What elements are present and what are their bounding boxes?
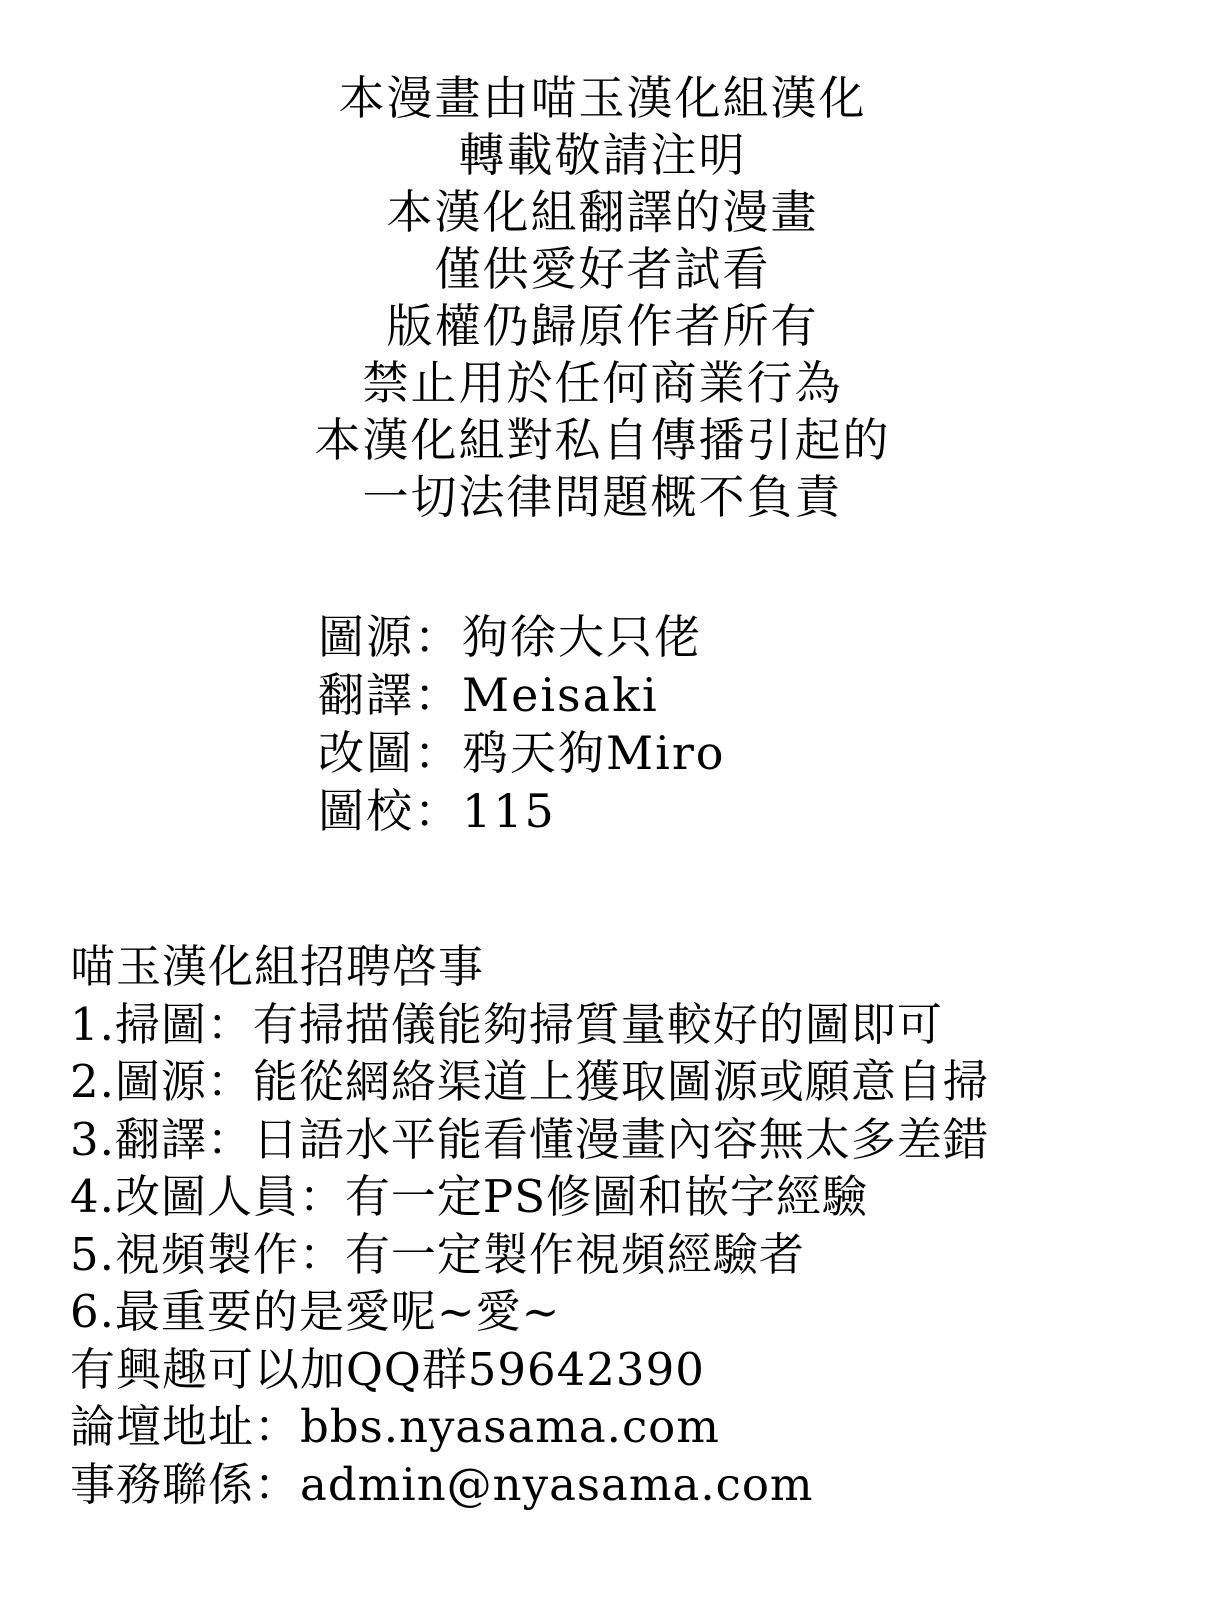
notice-line-6: 禁止用於任何商業行為 xyxy=(362,356,843,410)
notice-line-3: 本漢化組翻譯的漫畫 xyxy=(386,185,819,239)
recruitment-notice xyxy=(70,938,1190,1513)
recruit-contact-email: 事務聯係：admin@nyasama.com xyxy=(70,1457,814,1511)
notice-line-2: 轉載敬請注明 xyxy=(458,128,747,182)
notice-line-7: 本漢化組對私自傳播引起的 xyxy=(314,413,891,467)
recruit-forum-address: 論壇地址：bbs.nyasama.com xyxy=(70,1400,720,1453)
notice-line-8: 一切法律問題概不負責 xyxy=(362,470,843,524)
credit-source: 圖源：狗徐大只佬 xyxy=(318,610,702,664)
credit-translation: 翻譯：Meisaki xyxy=(318,668,659,722)
copyright-notice xyxy=(0,70,1205,526)
notice-line-4: 僅供愛好者試看 xyxy=(434,242,771,296)
credit-editing: 改圖：鸦天狗Miro xyxy=(318,726,726,780)
recruit-item-editing: 4.改圖人員：有一定PS修圖和嵌字經驗 xyxy=(70,1170,869,1223)
recruit-item-source: 2.圖源：能從網絡渠道上獲取圖源或願意自掃 xyxy=(70,1055,989,1108)
recruit-item-video: 5.視頻製作：有一定製作視頻經驗者 xyxy=(70,1227,805,1281)
credit-proofreading: 圖校：115 xyxy=(318,784,556,838)
recruit-heading: 喵玉漢化組招聘啓事 xyxy=(70,940,485,993)
notice-line-1: 本漫畫由喵玉漢化組漢化 xyxy=(338,71,867,125)
staff-credits xyxy=(318,608,726,840)
recruit-item-scan: 1.掃圖：有掃描儀能夠掃質量較好的圖即可 xyxy=(70,997,943,1051)
recruit-item-love: 6.最重要的是愛呢~愛~ xyxy=(70,1285,561,1338)
recruit-item-translation: 3.翻譯：日語水平能看懂漫畫內容無太多差錯 xyxy=(70,1112,989,1166)
recruit-qq-group: 有興趣可以加QQ群59642390 xyxy=(70,1342,705,1396)
notice-line-5: 版權仍歸原作者所有 xyxy=(386,299,819,353)
